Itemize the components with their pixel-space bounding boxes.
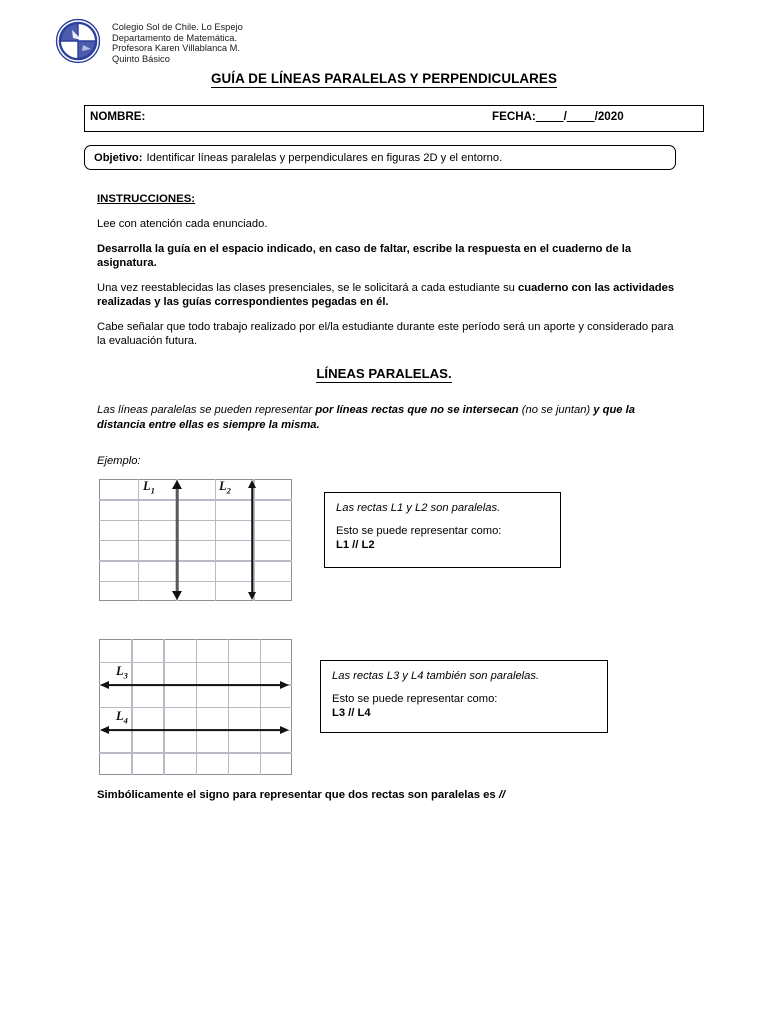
date-sep-2: / xyxy=(594,110,598,123)
grid-line-horizontal xyxy=(99,520,292,521)
grid-line-horizontal xyxy=(99,499,292,500)
document-header xyxy=(55,18,243,64)
line-l2-label-base: L xyxy=(219,479,227,493)
name-label: NOMBRE: xyxy=(90,110,146,123)
date-sep-1: / xyxy=(563,110,567,123)
line-l4-label-base: L xyxy=(116,709,124,723)
line-l4-shaft xyxy=(106,729,283,731)
definition-part-c: (no se juntan) xyxy=(518,404,594,416)
closing-statement xyxy=(97,789,505,801)
date-year: 2020 xyxy=(597,110,624,123)
definition-part-d: y que la distancia entre ellas es siempre la misma. xyxy=(97,404,635,431)
colegio-sol-de-chile-logo-icon xyxy=(55,18,101,64)
line-l2-arrow xyxy=(245,480,259,600)
line-l4-label-sub: 4 xyxy=(123,715,128,726)
line-l1-label xyxy=(143,479,155,496)
line-l4-arrow xyxy=(100,723,289,737)
grid-line-horizontal xyxy=(99,540,292,541)
instruction-paragraph-4: Cabe señalar que todo trabajo realizado por el/la estudiante durante este período será un aporte y considerado para la evaluación futura. xyxy=(97,321,674,347)
objective-text: Identificar líneas paralelas y perpendiculares en figuras 2D y el entorno. xyxy=(146,151,503,164)
name-date-box xyxy=(84,105,704,132)
line-l1-label-sub: 1 xyxy=(150,485,155,496)
page-title-text: GUÍA DE LÍNEAS PARALELAS Y PERPENDICULARES xyxy=(211,71,557,86)
line-l3-arrowhead-left xyxy=(100,681,109,689)
instruction-3-bold: cuaderno con las actividades realizadas y las guías correspondientes pegadas en él. xyxy=(97,282,675,308)
line-l3-arrow xyxy=(100,678,289,692)
line-l4-arrowhead-left xyxy=(100,726,109,734)
grid-line-horizontal xyxy=(99,707,292,708)
instruction-paragraph-3 xyxy=(97,281,683,309)
school-info-block xyxy=(112,18,243,64)
grid-line-horizontal xyxy=(99,560,292,561)
line-l1-arrowhead-down xyxy=(172,591,182,600)
instruction-paragraph-2: Desarrolla la guía en el espacio indicado, en caso de faltar, escribe la respuesta en el cuaderno de la asignatura. xyxy=(97,243,632,269)
instructions-section xyxy=(97,192,683,359)
line-l3-shaft xyxy=(106,684,283,686)
figure-vertical-parallel-lines xyxy=(99,479,292,601)
date-label: FECHA: xyxy=(492,110,536,123)
line-l1-arrow xyxy=(169,480,185,600)
callout2-notation-a: L3 xyxy=(332,706,349,719)
section-heading xyxy=(0,366,768,381)
school-name: Colegio Sol de Chile. Lo Espejo xyxy=(112,22,243,32)
line-l4-label xyxy=(116,709,128,726)
grid-line-horizontal xyxy=(99,581,292,582)
callout1-notation xyxy=(336,539,560,551)
line-l1-arrowhead-up xyxy=(172,480,182,489)
definition-paragraph xyxy=(97,403,683,433)
line-l3-label-sub: 3 xyxy=(123,670,128,681)
line-l3-arrowhead-right xyxy=(280,681,289,689)
figure-horizontal-parallel-lines xyxy=(99,639,292,775)
callout2-statement: Las rectas L3 y L4 también son paralelas. xyxy=(332,670,540,682)
section-heading-text: LÍNEAS PARALELAS. xyxy=(316,366,452,381)
definition-part-b: por líneas rectas que no se intersecan xyxy=(315,404,519,416)
name-row xyxy=(85,106,703,123)
callout1-statement: Las rectas L1 y L2 son paralelas. xyxy=(336,502,501,514)
grid-line-horizontal xyxy=(99,662,292,663)
line-l2-label xyxy=(219,479,231,496)
callout1-explanation: Esto se puede representar como: xyxy=(336,525,502,537)
callout2-notation-b: L4 xyxy=(354,706,371,719)
line-l1-shaft xyxy=(176,486,179,594)
line-l2-arrowhead-up xyxy=(248,480,256,488)
example-label: Ejemplo: xyxy=(97,455,141,467)
instruction-3-normal: Una vez reestablecidas las clases presenciales, se le solicitará a cada estudiante su xyxy=(97,282,519,294)
line-l2-shaft xyxy=(251,486,253,594)
instructions-heading: INSTRUCCIONES: xyxy=(97,193,196,205)
parallel-sign-icon: // xyxy=(498,789,506,801)
date-field xyxy=(492,110,624,123)
line-l3-label xyxy=(116,664,128,681)
definition-part-a: Las líneas paralelas se pueden representar xyxy=(97,404,316,416)
line-l2-arrowhead-down xyxy=(248,592,256,600)
line-l4-arrowhead-right xyxy=(280,726,289,734)
department-name: Departamento de Matemática. xyxy=(112,32,238,43)
grid-line-horizontal xyxy=(99,752,292,753)
callout1-notation-b: L2 xyxy=(358,538,375,551)
callout1-notation-a: L1 xyxy=(336,538,353,551)
callout-l1-l2 xyxy=(324,492,561,568)
parallel-sign-icon: // xyxy=(348,706,355,719)
callout2-explanation: Esto se puede representar como: xyxy=(332,693,498,705)
closing-text: Simbólicamente el signo para representar que dos rectas son paralelas es xyxy=(97,789,499,801)
callout-l3-l4 xyxy=(320,660,608,733)
line-l1-label-base: L xyxy=(143,479,151,493)
instruction-paragraph-1: Lee con atención cada enunciado. xyxy=(97,218,268,230)
objective-box xyxy=(84,145,676,170)
callout2-notation xyxy=(332,707,607,719)
teacher-name: Profesora Karen Villablanca M. xyxy=(112,43,240,54)
date-day-blank[interactable]: ____ xyxy=(535,110,564,123)
parallel-sign-icon: // xyxy=(352,538,359,551)
objective-label: Objetivo: xyxy=(94,151,143,164)
line-l3-label-base: L xyxy=(116,664,124,678)
line-l2-label-sub: 2 xyxy=(226,485,231,496)
grade-level: Quinto Básico xyxy=(112,53,170,64)
page-title xyxy=(0,71,768,86)
date-month-blank[interactable]: ____ xyxy=(566,110,595,123)
